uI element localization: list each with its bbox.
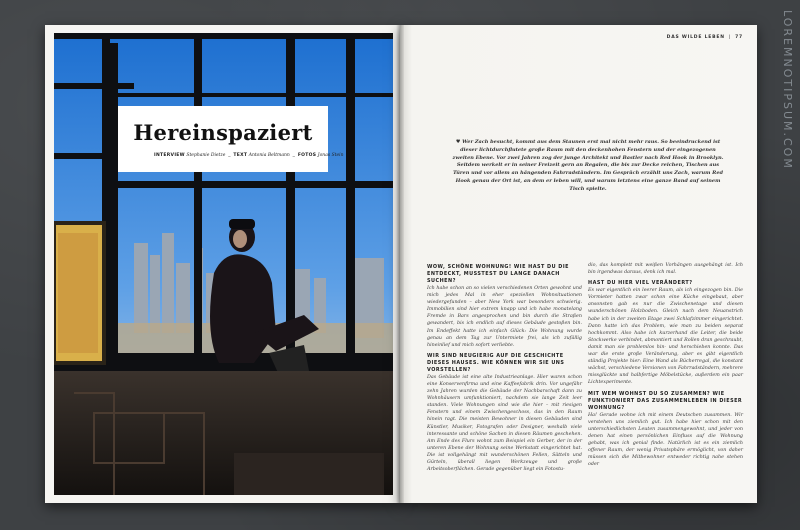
running-header	[667, 35, 743, 40]
intro-text	[452, 139, 724, 194]
section-name: DAS WILDE LEBEN	[666, 35, 725, 40]
text-column-right	[588, 262, 743, 472]
spine-shadow	[396, 25, 404, 503]
credit-name-text: Antonia Beltmann	[248, 153, 290, 158]
credit-role-text: TEXT	[233, 153, 248, 158]
question: HAST DU HIER VIEL VERÄNDERT?	[588, 280, 693, 287]
question: WIR SIND NEUGIERIG AUF DIE GESCHICHTE DIESES HAUSES. WIE KÖNNEN WIR SIE UNS VORSTELLEN?	[427, 352, 565, 373]
answer: Es war eigentlich ein leerer Raum, als ich eingezogen bin. Die Vormieter hatten zwar schon eine Küche eingebaut, aber ansonsten gab es nur die Zwischenetage und diesen wunderschönen Holzboden. Gleich nach dem Neuanstrich habe ich in der zweiten Etage zwei Schlafzimmer eingerichtet. Dann hatte ich das Problem, wie man zu beiden separat hochkommt. Also habe ich kurzerhand die Leiter, die beide Stockwerke verbindet, abmontiert und Rollen dran geschraubt, damit man sie problemlos hin- und herschieben konnte. Das war die erste große Veränderung, aber es gibt eigentlich ständig Projekte hier: Eine Wand als Bücherregal, die konstant wächst, verschiedene Versionen von Fahrradständern, mehrere missglückte und halbfertige Möbelstücke, außerdem ein paar Lichtexperimente.	[588, 288, 743, 386]
article-headline: Hereinspaziert	[133, 120, 313, 145]
title-box	[118, 106, 344, 172]
credit-role-interview: INTERVIEW	[154, 153, 185, 158]
answer: dio, das komplett mit weißen Vorhängen ausgehängt ist. Ich bin irgendwas daraus, denk ich mal.	[588, 263, 743, 276]
credit-name-interview: Stephanie Dietze	[186, 153, 226, 158]
site-watermark: LOREMNOTIPSUM.COM	[781, 10, 794, 170]
page-number: 77	[735, 35, 743, 40]
feature-photo	[54, 33, 393, 495]
credit-separator: _	[291, 153, 297, 158]
article-credits	[154, 153, 344, 158]
answer: Das Gebäude ist eine alte Industrieanlage. Hier waren schon eine Konservenfirma und eine Kaffeefabrik drin. Vor ungefähr zehn Jahren wurden die Gebäude der Nachbarschaft dann zu Wohnhäusern umfunktioniert, nachdem sie lange Zeit leer standen. Viele Wohnungen sind wie die hier – mit riesigen Fenstern und einem Zwischengeschoss, das in den Raum hinein ragt. Die meisten Bewohner in diesen Gebäuden sind Künstler, Musiker, Fotografen oder Designer, weshalb viele interessante und schöne Sachen in diesen Räumen geschehen. Am Ende des Flurs wohnt zum Beispiel ein Gerber, der in der unteren Ebene der Wohnung seine Werkstatt eingerichtet hat. Die ist vollgehängt mit wunderschönen Fellen, Sätteln und Gürteln, überall liegen Werkzeuge und große Arbeitsoberflächen. Gerade gegenüber liegt ein Fotostu-	[427, 374, 582, 473]
intro-body: Wer Zach besucht, kommt aus dem Staunen erst mal nicht mehr raus. So beeindruckend ist dieser lichtdurchflutete große Raum mit den deckenhohen Fenstern und der eingezogenen zweiten Ebene. Vor zwei Jahren zog der junge Architekt und Bastler nach Red Hook in Brooklyn. Seitdem werkelt er in seiner Freizeit gern an Regalen, die bis zur Decke reichen, Tischen aus Türen und vor allem an hängenden Fahrradständern. Im Gespräch erzählt uns Zach, warum Red Hook genau der Ort ist, an dem er leben will, und warum letztens eine ganze Band auf seinem Tisch spielte.	[452, 139, 724, 192]
credit-name-photos: Jonas Stein	[317, 153, 344, 158]
credit-separator: _	[226, 153, 232, 158]
text-column-left	[427, 262, 582, 477]
credit-role-photos: FOTOS	[297, 153, 317, 158]
left-page	[45, 25, 400, 503]
heart-icon: ♥	[455, 139, 461, 145]
question: WOW, SCHÖNE WOHNUNG! WIE HAST DU DIE ENTDECKT, MUSSTEST DU LANGE DANACH SUCHEN?	[427, 264, 570, 284]
question: MIT WEM WOHNST DU SO ZUSAMMEN? WIE FUNKTIONIERT DAS ZUSAMMENLEBEN IN DIESER WOHNUNG?	[588, 390, 743, 411]
header-separator: |	[728, 35, 732, 40]
answer: Ich habe schon an so vielen verschiedenen Orten gewohnt und mich jedes Mal in eher speziellen Wohnsituationen wiedergefunden – aber New York war besonders schwierig. Immobilien sind hier extrem knapp und ich habe monatelang Fremde in Bars angesprochen und bin durch die Straßen gewandert, bis ich endlich auf dieses Gebäude gestoßen bin. Im Endeffekt hatte ich einfach Glück: Die Wohnung wurde genau an dem Tag zur Untermiete frei, als ich zufällig hineinlief und mich sofort verliebte.	[427, 286, 582, 348]
answer: Ha! Gerade wohne ich mit einem Deutschen zusammen. Wir verstehen uns ziemlich gut. Ich habe hier schon mit den unterschiedlichsten Leuten zusammengewohnt, und jeder von denen hat einen persönlichen Einfluss auf die Wohnung gehabt, was ich genial finde. Natürlich ist es ein ziemlich offener Raum, der wenig Privatsphäre ermöglicht, von daher müssen sich die Mitbewohner entweder richtig nahe stehen oder	[588, 412, 743, 468]
